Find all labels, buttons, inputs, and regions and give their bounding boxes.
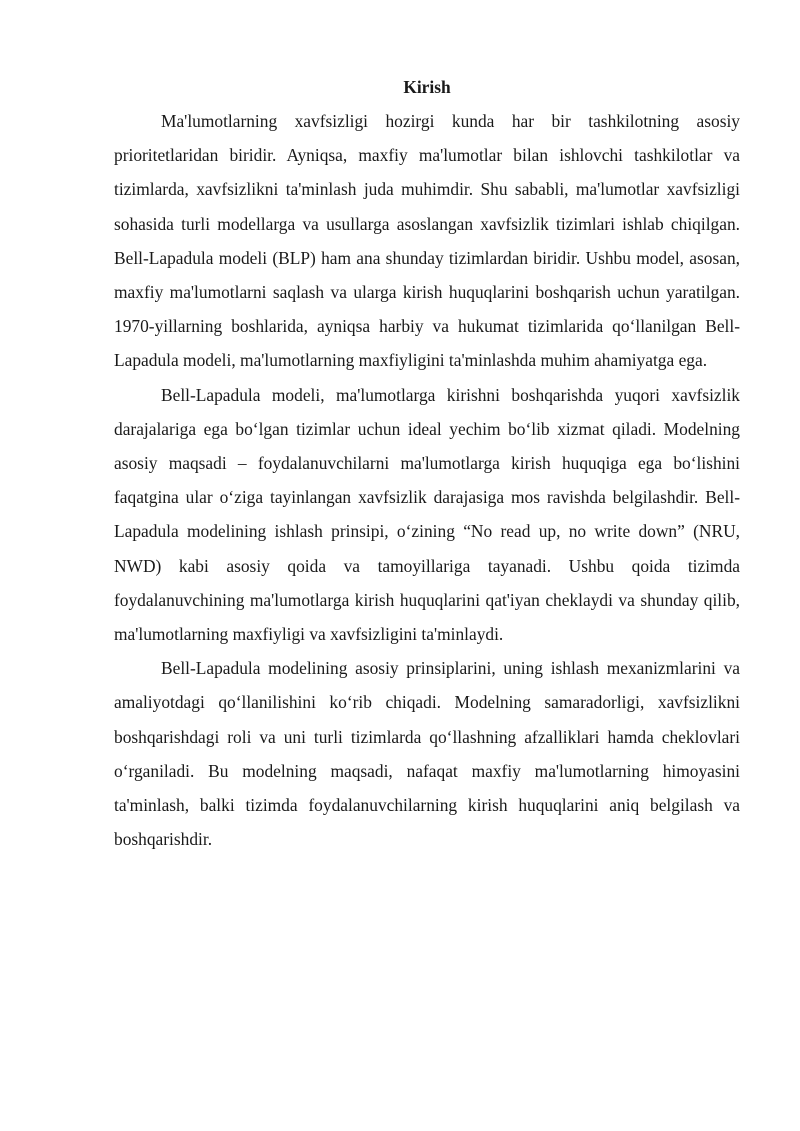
document-page	[114, 72, 740, 856]
document-title: Kirish	[403, 77, 451, 97]
paragraph-intro: Ma'lumotlarning xavfsizligi hozirgi kunda har bir tashkilotning asosiy prioritetlaridan biridir. Ayniqsa, maxfiy ma'lumotlar bilan ishlovchi tashkilotlar va tizimlarda, xavfsizlikni ta'minlash juda muhimdir. Shu sababli, ma'lumotlar xavfsizligi sohasida turli modellarga va usullarga asoslangan xavfsizlik tizimlari ishlab chiqilgan. Bell-Lapadula modeli (BLP) ham ana shunday tizimlardan biridir. Ushbu model, asosan, maxfiy ma'lumotlarni saqlash va ularga kirish huquqlarini boshqarish uchun yaratilgan. 1970-yillarning boshlarida, ayniqsa harbiy va hukumat tizimlarida qo‘llanilgan Bell-Lapadula modeli, ma'lumotlarning maxfiyligini ta'minlashda muhim ahamiyatga ega.	[114, 111, 740, 371]
paragraph-model-purpose: Bell-Lapadula modeli, ma'lumotlarga kirishni boshqarishda yuqori xavfsizlik darajalariga ega bo‘lgan tizimlar uchun ideal yechim bo‘lib xizmat qiladi. Modelning asosiy maqsadi – foydalanuvchilarni ma'lumotlarga kirish huquqiga ega bo‘lishini faqatgina ular o‘ziga tayinlangan xavfsizlik darajasiga mos ravishda belgilashdir. Bell-Lapadula modelining ishlash prinsipi, o‘zining “No read up, no write down” (NRU, NWD) kabi asosiy qoida va tamoyillariga tayanadi. Ushbu qoida tizimda foydalanuvchining ma'lumotlarga kirish huquqlarini qat'iyan cheklaydi va shunday qilib, ma'lumotlarning maxfiyligi va xavfsizligini ta'minlaydi.	[114, 384, 740, 645]
paragraph-study-scope: Bell-Lapadula modelining asosiy prinsiplarini, uning ishlash mexanizmlarini va amaliyotdagi qo‘llanilishini ko‘rib chiqadi. Modelning samaradorligi, xavfsizlikni boshqarishdagi roli va uni turli tizimlarda qo‘llashning afzalliklari hamda cheklovlari o‘rganiladi. Bu modelning maqsadi, nafaqat maxfiy ma'lumotlarning himoyasini ta'minlash, balki tizimda foydalanuvchilarning kirish huquqlarini aniq belgilash va boshqarishdir.	[114, 658, 740, 850]
